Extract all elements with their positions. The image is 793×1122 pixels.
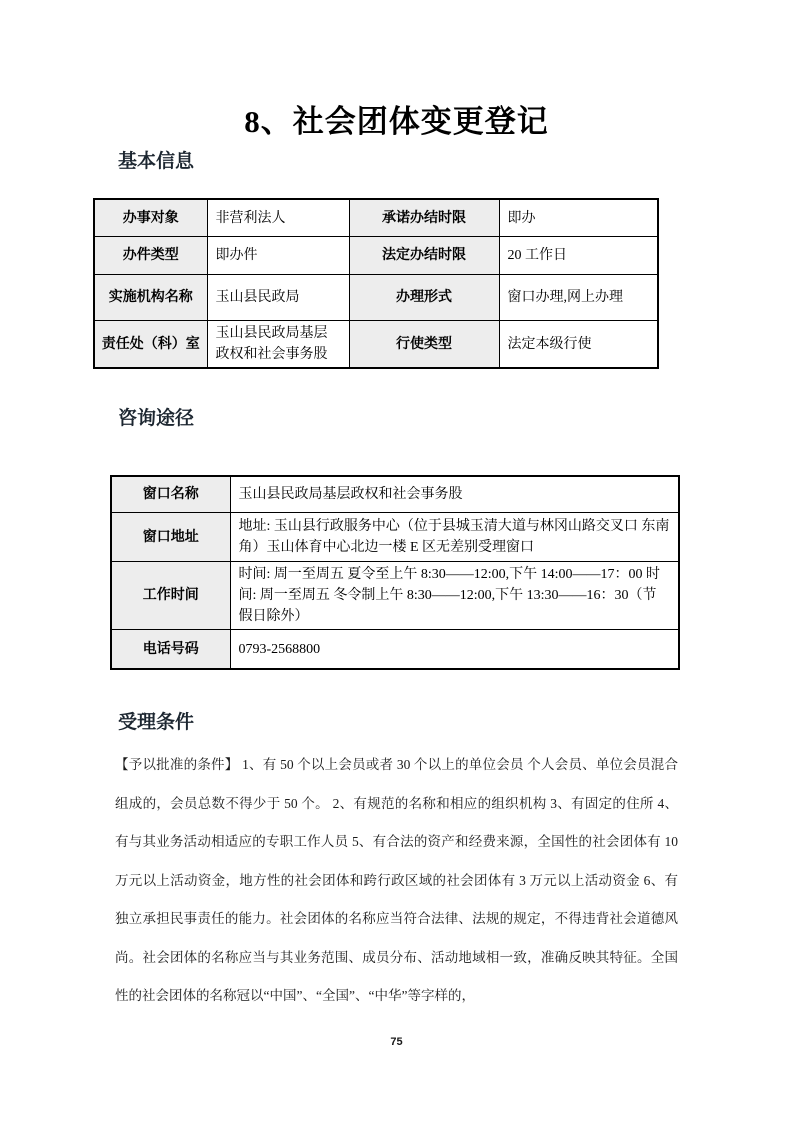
row-label: 承诺办结时限 — [349, 199, 499, 237]
row-label: 实施机构名称 — [94, 275, 207, 321]
row-value: 即办件 — [207, 237, 349, 275]
row-label: 工作时间 — [111, 562, 230, 630]
table-row — [111, 513, 679, 562]
table-row — [94, 199, 658, 237]
row-value: 玉山县民政局 — [207, 275, 349, 321]
row-label: 法定办结时限 — [349, 237, 499, 275]
row-label: 电话号码 — [111, 630, 230, 670]
table-row — [111, 562, 679, 630]
row-label: 窗口地址 — [111, 513, 230, 562]
basic-info-table — [93, 198, 659, 369]
conditions-paragraph: 【予以批准的条件】 1、有 50 个以上会员或者 30 个以上的单位会员 个人会员、单位会员混合组成的，会员总数不得少于 50 个。 2、有规范的名称和相应的组织机构 3、有固定的住所 4、有与其业务活动相适应的专职工作人员 5、有合法的资产和经费来源，全国性的社会团体有 10 万元以上活动资金，地方性的社会团体和跨行政区域的社会团体有 3 万元以上活动资金 6、有独立承担民事责任的能力。社会团体的名称应当符合法律、法规的规定，不得违背社会道德风尚。社会团体的名称应当与其业务范围、成员分布、活动地域相一致，准确反映其特征。全国性的社会团体的名称冠以“中国”、“全国”、“中华”等字样的， — [115, 757, 678, 1003]
row-value: 0793-2568800 — [230, 630, 679, 670]
row-label: 行使类型 — [349, 321, 499, 369]
row-value: 玉山县民政局基层政权和社会事务股 — [207, 321, 349, 369]
table-row — [94, 237, 658, 275]
row-value: 时间: 周一至周五 夏令至上午 8:30——12:00,下午 14:00——17：00 时间: 周一至周五 冬令制上午 8:30——12:00,下午 13:30——16：30（节假日除外） — [230, 562, 679, 630]
consult-table — [110, 475, 680, 670]
row-value: 窗口办理,网上办理 — [499, 275, 658, 321]
row-value: 法定本级行使 — [499, 321, 658, 369]
row-label: 责任处（科）室 — [94, 321, 207, 369]
row-value: 地址: 玉山县行政服务中心（位于县城玉清大道与林冈山路交叉口 东南角）玉山体育中心北边一楼 E 区无差别受理窗口 — [230, 513, 679, 562]
table-row — [111, 630, 679, 670]
table-row — [111, 476, 679, 513]
table-row — [94, 275, 658, 321]
row-label: 办理形式 — [349, 275, 499, 321]
row-value: 20 工作日 — [499, 237, 658, 275]
row-value: 非营利法人 — [207, 199, 349, 237]
table-row — [94, 321, 658, 369]
page-title: 8、社会团体变更登记 — [244, 104, 549, 139]
section-heading-conditions: 受理条件 — [118, 712, 195, 733]
row-label: 窗口名称 — [111, 476, 230, 513]
section-heading-basic-info: 基本信息 — [118, 151, 195, 172]
row-value: 玉山县民政局基层政权和社会事务股 — [230, 476, 679, 513]
row-label: 办件类型 — [94, 237, 207, 275]
row-value: 即办 — [499, 199, 658, 237]
row-label: 办事对象 — [94, 199, 207, 237]
section-heading-consult: 咨询途径 — [118, 408, 195, 429]
page-number: 75 — [390, 1036, 403, 1048]
